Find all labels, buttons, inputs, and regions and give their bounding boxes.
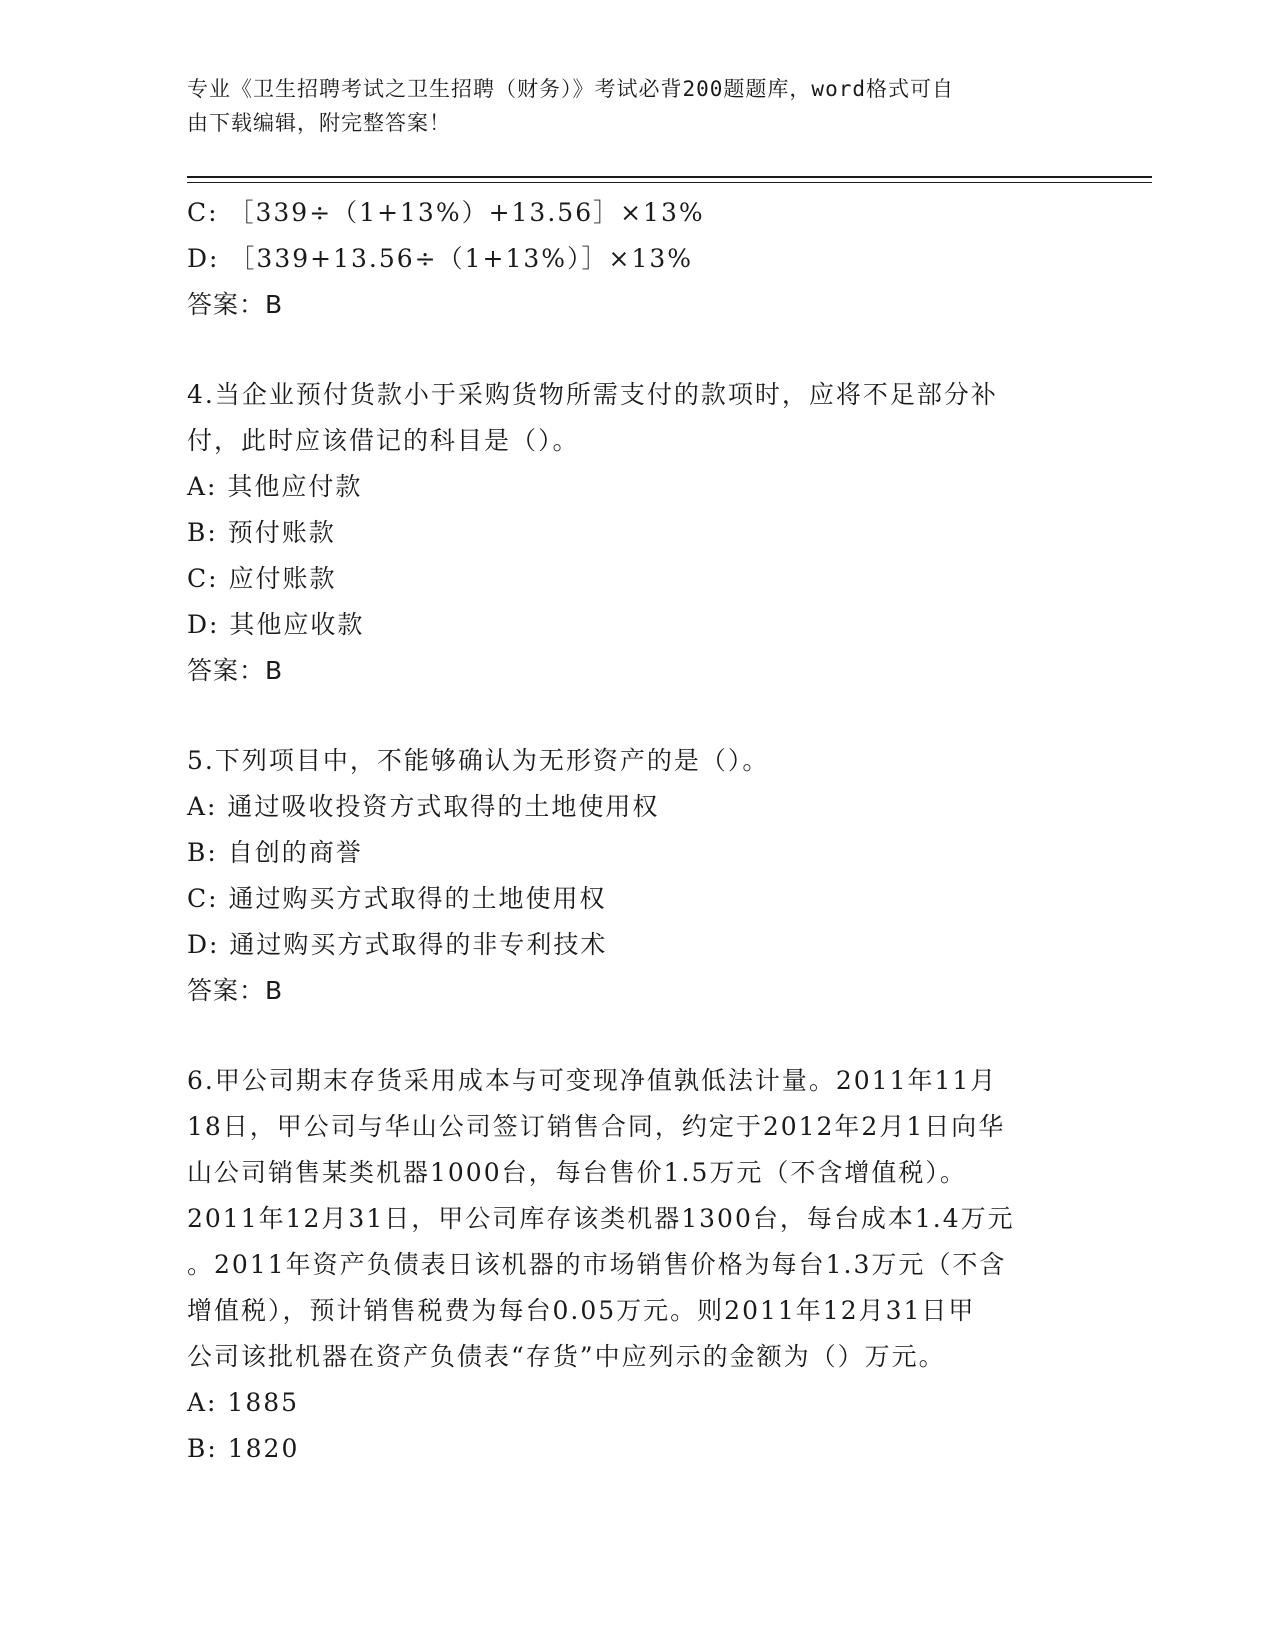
header-rule-thick — [187, 176, 1152, 178]
question-5 — [187, 738, 1087, 1014]
question-3 — [187, 190, 1087, 328]
answer: 答案：B — [187, 976, 284, 1005]
question-stem: 增值税），预计销售税费为每台0.05万元。则2011年12月31日甲 — [187, 1296, 976, 1325]
question-stem: 2011年12月31日，甲公司库存该类机器1300台，每台成本1.4万元 — [187, 1204, 1015, 1233]
header-rule-thin — [187, 182, 1152, 183]
option-a: A: 通过吸收投资方式取得的土地使用权 — [187, 792, 660, 821]
header-line-1: 专业《卫生招聘考试之卫生招聘（财务）》考试必背200题题库，word格式可自 — [187, 77, 954, 101]
option-d: D: 其他应收款 — [187, 610, 365, 639]
question-stem: 。2011年资产负债表日该机器的市场销售价格为每台1.3万元（不含 — [187, 1250, 1007, 1279]
answer: 答案：B — [187, 656, 284, 685]
option-a: A: 1885 — [187, 1388, 300, 1417]
option-a: A: 其他应付款 — [187, 472, 363, 501]
question-stem: 山公司销售某类机器1000台，每台售价1.5万元（不含增值税）。 — [187, 1158, 967, 1187]
question-stem: 付，此时应该借记的科目是（）。 — [187, 426, 580, 455]
answer: 答案：B — [187, 290, 284, 319]
option-b: B: 预付账款 — [187, 518, 336, 547]
document-header — [187, 72, 1067, 140]
question-content — [187, 190, 1087, 1472]
question-6 — [187, 1058, 1087, 1472]
option-c: C: 应付账款 — [187, 564, 337, 593]
question-stem: 6.甲公司期末存货采用成本与可变现净值孰低法计量。2011年11月 — [187, 1066, 998, 1095]
option-b: B: 自创的商誉 — [187, 838, 363, 867]
option-c: C: ［339÷（1+13%）+13.56］×13% — [187, 198, 705, 227]
option-c: C: 通过购买方式取得的土地使用权 — [187, 884, 607, 913]
header-line-2: 由下载编辑，附完整答案！ — [187, 111, 451, 135]
question-stem: 5.下列项目中，不能够确认为无形资产的是（）。 — [187, 746, 770, 775]
question-4 — [187, 372, 1087, 694]
question-stem: 18日，甲公司与华山公司签订销售合同，约定于2012年2月1日向华 — [187, 1112, 1006, 1141]
question-stem: 公司该批机器在资产负债表“存货”中应列示的金额为（）万元。 — [187, 1342, 946, 1371]
question-stem: 4.当企业预付货款小于采购货物所需支付的款项时，应将不足部分补 — [187, 380, 998, 409]
option-d: D: ［339+13.56÷（1+13%）］×13% — [187, 244, 694, 273]
option-d: D: 通过购买方式取得的非专利技术 — [187, 930, 608, 959]
option-b: B: 1820 — [187, 1434, 300, 1463]
